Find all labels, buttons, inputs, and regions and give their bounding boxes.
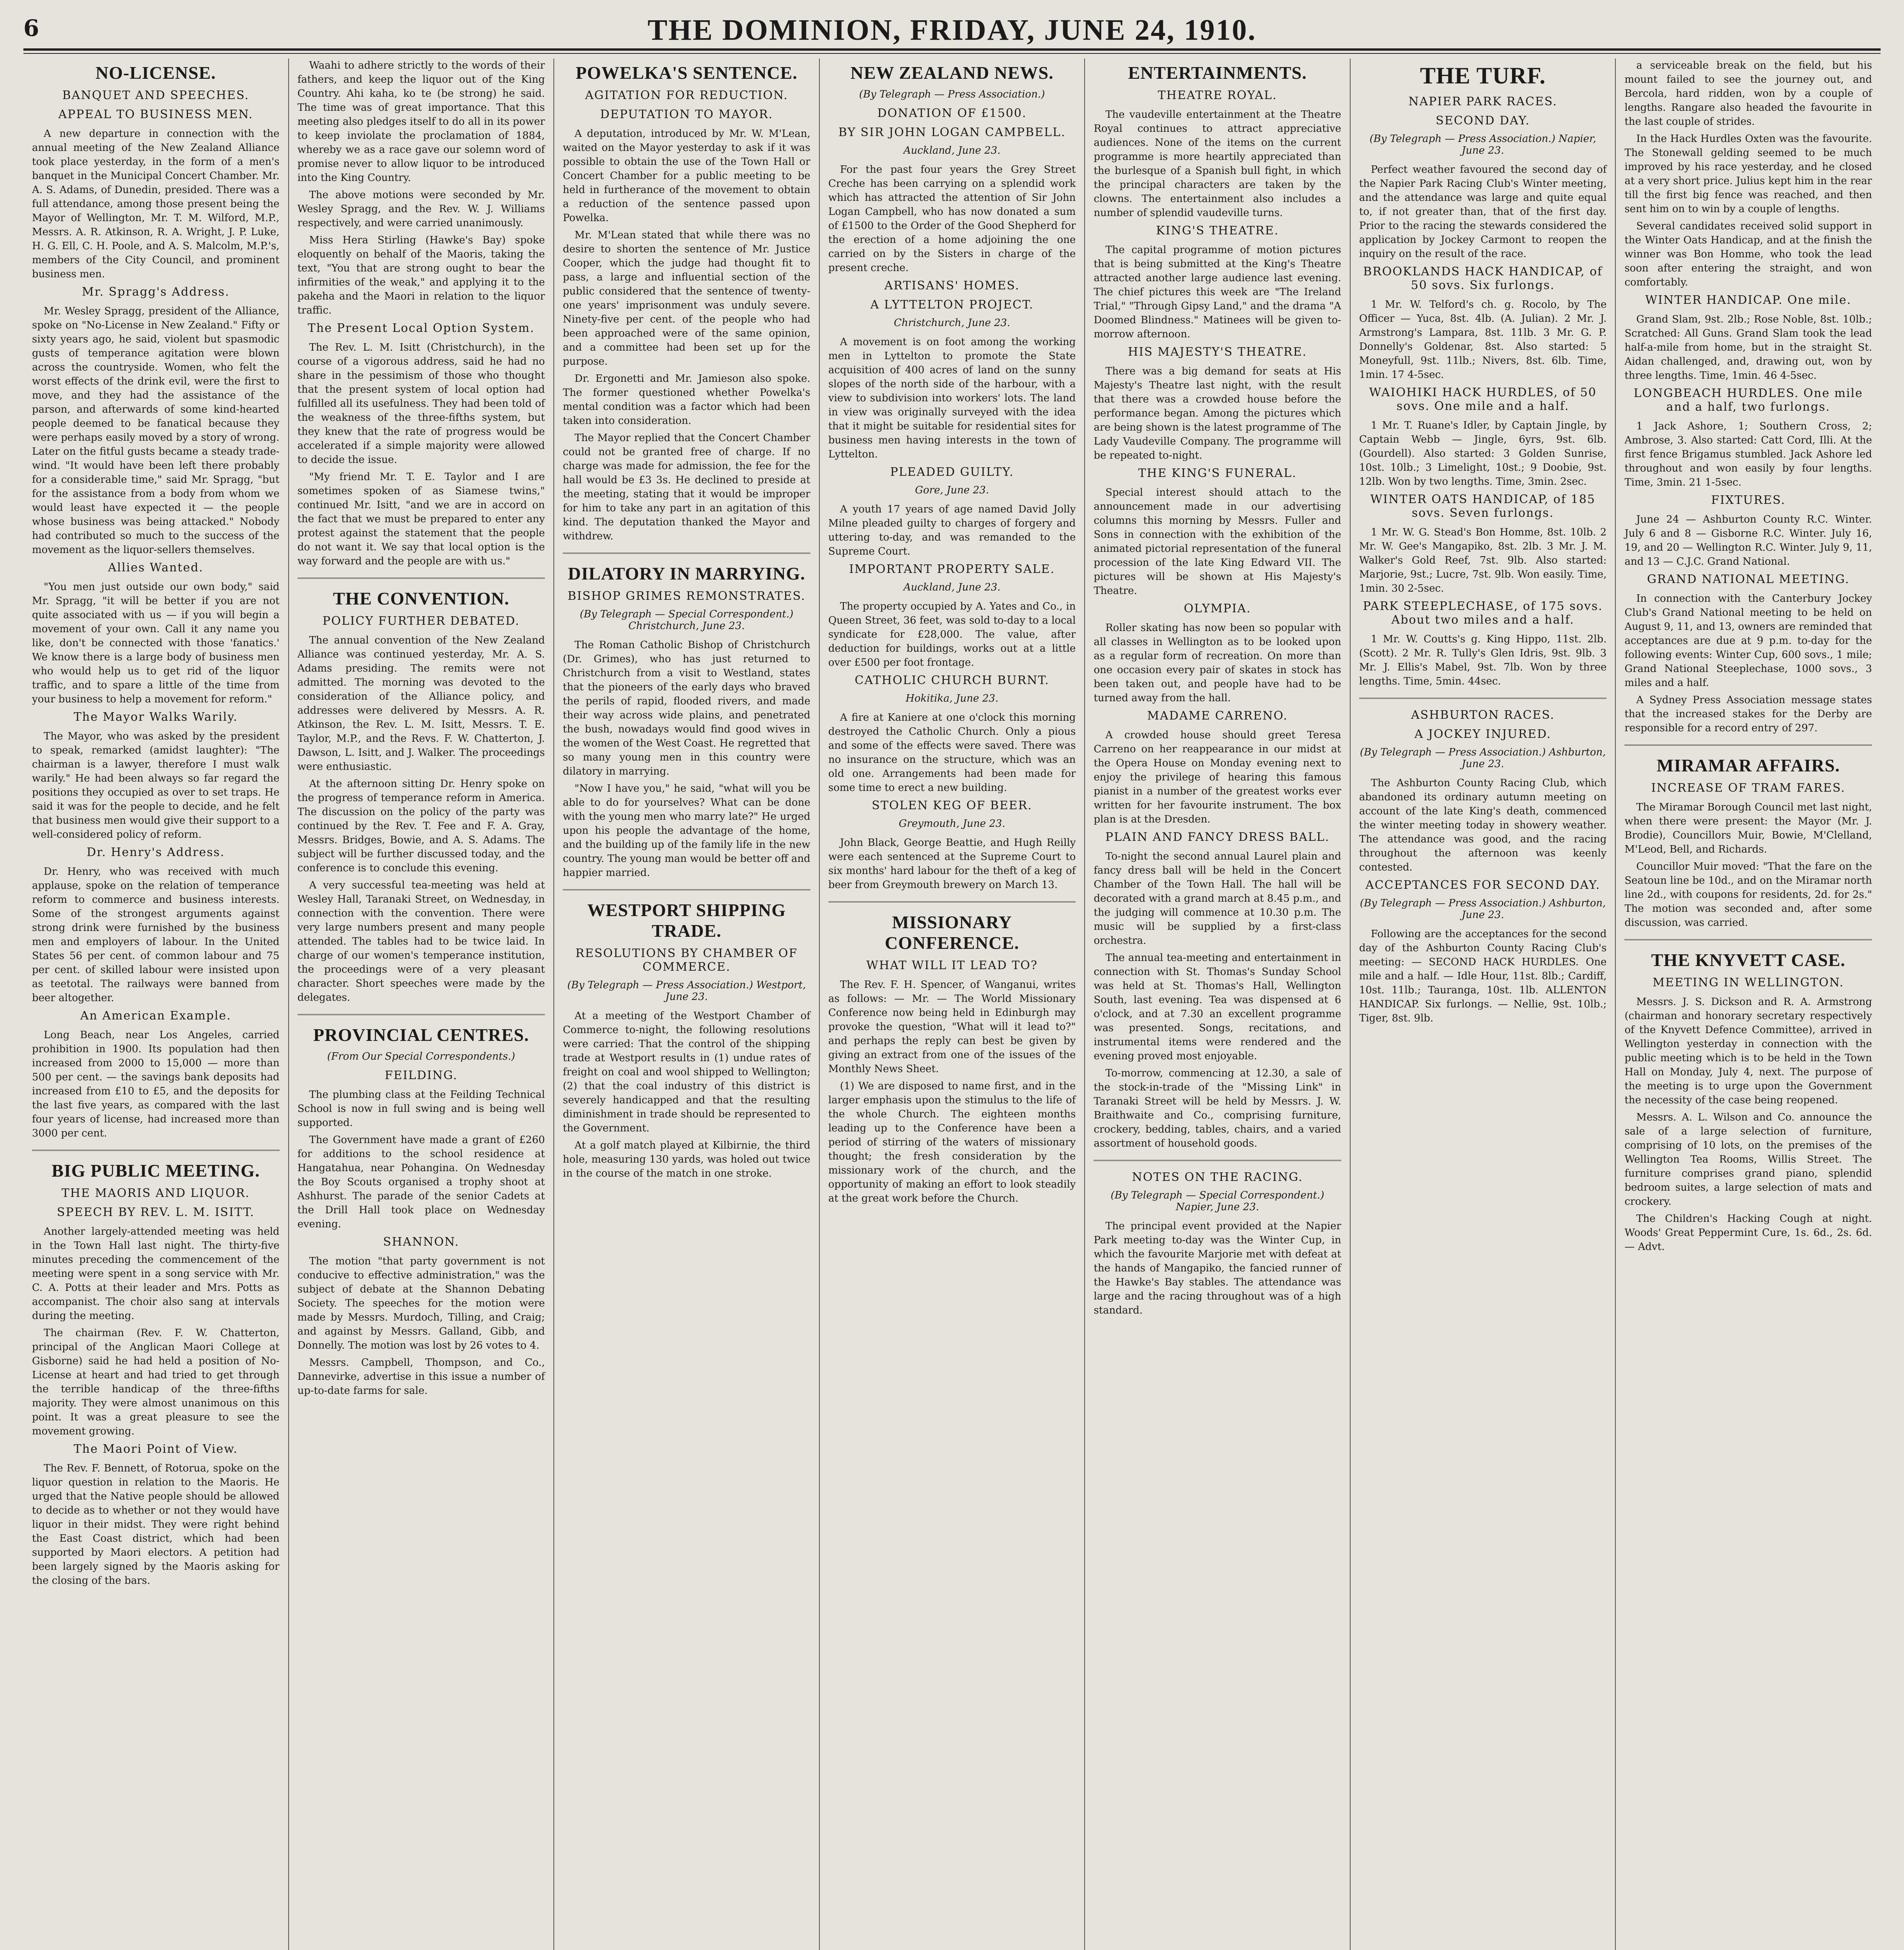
article-paragraph: The Children's Hacking Cough at night. Woods' Great Peppermint Cure, 1s. 6d., 2s. 6d. — Advt.: [1624, 1213, 1872, 1253]
article-dateline: (By Telegraph — Press Association.) Ashburton, June 23.: [1360, 746, 1606, 770]
article-paragraph: To-morrow, commencing at 12.30, a sale of the stock-in-trade of the "Missing Link" in Taranaki Street will be held by Messrs. J. W. Braithwaite and Co., comprising furniture, crockery, bedding, tables, chairs, and a varied assortment of household goods.: [1094, 1067, 1341, 1149]
article-subheading: Dr. Henry's Address.: [87, 846, 225, 859]
article-paragraph: Several candidates received solid support in the Winter Oats Handicap, and at the finish the winner was Bon Homme, who took the lead soon after entering the straight, and won comfortably.: [1624, 220, 1872, 288]
article-paragraph: Roller skating has now been so popular with all classes in Wellington as to be looked upon as a regular form of recreation. On more than one occasion every pair of skates in stock has been taken out, and people have had to be turned away from the hall.: [1094, 622, 1341, 704]
article-dateline: (By Telegraph — Special Correspondent.) Napier, June 23.: [1110, 1190, 1324, 1213]
article-subheading: Mr. Spragg's Address.: [82, 285, 230, 299]
article-subheading: THEATRE ROYAL.: [1158, 89, 1277, 102]
article-headline: NEW ZEALAND NEWS.: [850, 63, 1054, 83]
article-paragraph: June 24 — Ashburton County R.C. Winter. July 6 and 8 — Gisborne R.C. Winter. July 16, 19, and 20 — Wellington R.C. Winter. July 9, 11, and 13 — C.J.C. Grand National.: [1624, 514, 1872, 567]
article-paragraph: The Mayor, who was asked by the president to speak, remarked (amidst laughter): "The chairman is a lawyer, therefore I must walk warily." He had been always so far regard the positions they occupied as over to set traps. He said it was for the people to decide, and he felt that business men would give their support to a well-considered policy of reform.: [32, 730, 280, 840]
article-paragraph: The Rev. F. H. Spencer, of Wanganui, writes as follows: — Mr. — The World Missionary Conference now being held in Edinburgh may provoke the question, "What will it lead to?" and perhaps the reply can best be given by giving an extract from one of the issues of the Monthly News Sheet.: [828, 979, 1076, 1075]
column-5: [1084, 58, 1350, 1950]
article-subheading: A JOCKEY INJURED.: [1414, 727, 1551, 741]
article-paragraph: The Government have made a grant of £260 for additions to the school residence at Hangatahua, near Pohangina. On Wednesday the Boy Scouts organised a trophy shoot at Ashhurst. The parade of the senior Cadets at the Drill Hall took place on Wednesday evening.: [297, 1134, 545, 1230]
article-subheading: BY SIR JOHN LOGAN CAMPBELL.: [838, 126, 1066, 139]
article-paragraph: Long Beach, near Los Angeles, carried prohibition in 1900. Its population had then increased from 2000 to 15,000 — more than 500 per cent. — the savings bank deposits had increased from £10 to £5, and the deposits for the last five years, as compared with the last four years of license, had increased more than 3000 per cent.: [32, 1029, 280, 1139]
article-dateline: Greymouth, June 23.: [899, 818, 1005, 830]
section-divider: [32, 1150, 280, 1151]
article-dateline: Auckland, June 23.: [903, 581, 1001, 593]
article-paragraph: A fire at Kaniere at one o'clock this morning destroyed the Catholic Church. Only a pious and some of the effects were saved. There was no insurance on the structure, which was an old one. Arrangements had been made for some time to erect a new building.: [828, 712, 1076, 794]
article-paragraph: The Rev. L. M. Isitt (Christchurch), in the course of a vigorous address, said he had no share in the pessimism of those who thought that the present system of local option had fulfilled all its usefulness. They had been told of the weakness of the three-fifths system, but they knew that the rate of progress would be accelerated if a simple majority were allowed to decide the issue.: [297, 342, 545, 466]
article-paragraph: The property occupied by A. Yates and Co., in Queen Street, 36 feet, was sold to-day to a local syndicate for £28,000. The value, after deduction for buildings, works out at a little over £500 per foot frontage.: [828, 601, 1076, 668]
article-dateline: (By Telegraph — Press Association.) Ashburton, June 23.: [1360, 897, 1606, 921]
page-number: 6: [23, 15, 39, 41]
article-subheading: SECOND DAY.: [1436, 114, 1530, 128]
article-subheading: WINTER HANDICAP. One mile.: [1645, 293, 1852, 307]
article-subheading: BANQUET AND SPEECHES.: [62, 89, 249, 102]
article-paragraph: The annual tea-meeting and entertainment in connection with St. Thomas's Sunday School was held at St. Thomas's Hall, Wellington South, last evening. Tea was dispensed at 6 o'clock, and at 7.30 an excellent programme was presented. Songs, recitations, and instrumental items were rendered and the evening proved most enjoyable.: [1094, 952, 1341, 1062]
article-subheading: NOTES ON THE RACING.: [1132, 1170, 1303, 1184]
article-paragraph: Following are the acceptances for the second day of the Ashburton County Racing Club's meeting: — SECOND HACK HURDLES. One mile and a half. — Idle Hour, 11st. 8lb.; Cardiff, 10st. 11lb.; Tauranga, 10st. 1lb. ALLENTON HANDICAP. Six furlongs. — Nellie, 9st. 10lb.; Tiger, 8st. 9lb.: [1359, 928, 1607, 1024]
article-paragraph: The Rev. F. Bennett, of Rotorua, spoke on the liquor question in relation to the Maoris. He urged that the Native people should be allowed to decide as to whether or not they would have liquor in their midst. They were right behind the East Coast district, which had been supported by Maori electors. A petition had been largely signed by the Maoris asking for the closing of the bars.: [32, 1462, 280, 1587]
article-subheading: ASHBURTON RACES.: [1411, 708, 1555, 722]
column-4: [819, 58, 1085, 1950]
article-paragraph: For the past four years the Grey Street Creche has been carrying on a splendid work which has attracted the attention of Sir John Logan Campbell, who has now donated a sum of £1500 to the Order of the Good Shepherd for the erection of a home adjoining the one carried on by the Sisters in charge of the present creche.: [828, 164, 1076, 274]
article-paragraph: The motion "that party government is not conducive to effective administration," was the subject of debate at the Shannon Debating Society. The speeches for the motion were made by Messrs. Murdoch, Tilling, and Craig; and against by Messrs. Galland, Gibb, and Donnelly. The motion was lost by 26 votes to 4.: [297, 1255, 545, 1351]
article-headline: DILATORY IN MARRYING.: [568, 564, 805, 583]
article-paragraph: A youth 17 years of age named David Jolly Milne pleaded guilty to charges of forgery and uttering to-day, and was remanded to the Supreme Court.: [828, 503, 1076, 557]
masthead-rule: [23, 48, 1881, 51]
article-paragraph: The Miramar Borough Council met last night, when there were present: the Mayor (Mr. J. Brodie), Councillors Muir, Bowie, M'Clelland, M'Leod, Bell, and Richards.: [1624, 801, 1872, 855]
column-6: [1350, 58, 1615, 1950]
article-dateline: Gore, June 23.: [915, 484, 989, 496]
article-paragraph: Messrs. Campbell, Thompson, and Co., Dannevirke, advertise in this issue a number of up-to-date farms for sale.: [297, 1357, 545, 1397]
article-subheading: DEPUTATION TO MAYOR.: [600, 108, 773, 121]
article-paragraph: At a golf match played at Kilbirnie, the third hole, measuring 130 yards, was holed out twice in the course of the match in one stroke.: [563, 1140, 810, 1179]
section-divider: [298, 1014, 545, 1015]
column-2: [288, 58, 554, 1950]
article-subheading: An American Example.: [80, 1009, 231, 1023]
article-headline: WESTPORT SHIPPING TRADE.: [587, 900, 786, 941]
article-paragraph: A new departure in connection with the annual meeting of the New Zealand Alliance took place yesterday, in the form of a men's banquet in the Municipal Concert Chamber. Mr. A. S. Adams, of Dunedin, presided. There was a full attendance, among those present being the Mayor of Wellington, Mr. T. M. Wilford, M.P., Messrs. A. R. Atkinson, R. A. Wright, J. P. Luke, H. G. Ell, C. H. Poole, and A. S. Malcolm, M.P.'s, members of the City Council, and prominent business men.: [32, 128, 280, 280]
article-subheading: INCREASE OF TRAM FARES.: [1651, 781, 1845, 795]
article-dateline: (By Telegraph — Special Correspondent.) Christchurch, June 23.: [580, 608, 794, 632]
article-headline: THE KNYVETT CASE.: [1651, 950, 1845, 970]
article-subheading: MADAME CARRENO.: [1147, 709, 1288, 723]
article-paragraph: The plumbing class at the Feilding Technical School is now in full swing and is being well supported.: [297, 1089, 545, 1129]
article-paragraph: (1) We are disposed to name first, and in the larger emphasis upon the stimulus to the life of the whole Church. The eighteen months leading up to the Conference have been a period of stirring of the waters of missionary thought; the fresh consideration by the missionary work of the church, and the opportunity of making an effort to look steadily at the great work before the Church.: [828, 1080, 1076, 1204]
article-paragraph: A Sydney Press Association message states that the increased stakes for the Derby are responsible for a record entry of 297.: [1624, 694, 1872, 734]
column-3: [553, 58, 819, 1950]
section-divider: [563, 889, 810, 890]
article-headline: ENTERTAINMENTS.: [1128, 63, 1307, 83]
article-paragraph: Councillor Muir moved: "That the fare on the Seatoun line be 10d., and on the Miramar north line 2d., with coupons for residents, 2d. for 2s." The motion was seconded and, after some discussion, was carried.: [1624, 861, 1872, 929]
article-subheading: AGITATION FOR REDUCTION.: [585, 89, 788, 102]
article-paragraph: "My friend Mr. T. E. Taylor and I are sometimes spoken of as Siamese twins," continued Mr. Isitt, "and we are in accord on the fact that we must be prepared to enter any protest against the statement that the people do not want it. We say that local option is the way forward and the people are with us.": [297, 471, 545, 567]
article-paragraph: "You men just outside our own body," said Mr. Spragg, "it will be better if you are not quite associated with us — if you will begin a movement of your own. Call it any name you like, don't be connected with those 'fanatics.' We know there is a large body of business men who would help us to get rid of the liquor traffic, and to spare a little of the time from your business to help a movement for reform.": [32, 581, 280, 705]
article-subheading: The Present Local Option System.: [307, 321, 535, 335]
article-paragraph: There was a big demand for seats at His Majesty's Theatre last night, with the result that there was a crowded house before the performance began. Among the pictures which are being shown is the latest programme of The Lady Vaudeville Company. The programme will be repeated to-night.: [1094, 365, 1341, 461]
article-subheading: ACCEPTANCES FOR SECOND DAY.: [1365, 878, 1601, 892]
article-paragraph: 1 Jack Ashore, 1; Southern Cross, 2; Ambrose, 3. Also started: Catt Cord, Illi. At the first fence Brigamus stumbled. Jack Ashore led throughout and won easily by four lengths. Time, 3min. 21 1-5sec.: [1624, 420, 1872, 488]
article-paragraph: 1 Mr. T. Ruane's Idler, by Captain Jingle, by Captain Webb — Jingle, 6yrs, 9st. 6lb. (Gourdell). Also started: 3 Golden Sunrise, 10st. 10lb.; 3 Limelight, 10st.; 9 Doobie, 9st. 12lb. Won by two lengths. Time, 3min. 2sec.: [1359, 420, 1607, 488]
article-subheading: BROOKLANDS HACK HANDICAP, of 50 sovs. Six furlongs.: [1363, 265, 1603, 292]
article-subheading: GRAND NATIONAL MEETING.: [1647, 573, 1850, 586]
newspaper-title: THE DOMINION, FRIDAY, JUNE 24, 1910.: [647, 14, 1257, 46]
article-headline: MISSIONARY CONFERENCE.: [885, 912, 1019, 953]
article-paragraph: 1 Mr. W. Telford's ch. g. Rocolo, by The Officer — Yuca, 8st. 4lb. (A. Julian). 2 Mr. J. Armstrong's Lampara, 8st. 11lb. 3 Mr. G. P. Donnelly's Goldenar, 8st. Also started: 5 Moneyfull, 9st. 11lb.; Nivers, 8st. 6lb. Time, 1min. 17 4-5sec.: [1359, 299, 1607, 381]
article-subheading: A LYTTELTON PROJECT.: [870, 298, 1034, 312]
section-divider: [1624, 745, 1872, 746]
article-headline: THE CONVENTION.: [333, 589, 509, 608]
article-dateline: Auckland, June 23.: [903, 145, 1001, 156]
article-subheading: The Mayor Walks Warily.: [73, 710, 238, 724]
article-dateline: (By Telegraph — Press Association.): [859, 89, 1045, 100]
article-paragraph: In the Hack Hurdles Oxten was the favourite. The Stonewall gelding seemed to be much improved by his race yesterday, and he closed at a very short price. Julius kept him in the rear till the first big fence was reached, and then sent him on to win by a couple of lengths.: [1624, 133, 1872, 215]
article-paragraph: To-night the second annual Laurel plain and fancy dress ball will be held in the Concert Chamber of the Town Hall. The hall will be decorated with a grand march at 8.45 p.m., and the judging will commence at 10.30 p.m. The music will be supplied by a first-class orchestra.: [1094, 851, 1341, 947]
section-divider: [563, 553, 810, 554]
article-subheading: The Maori Point of View.: [73, 1442, 238, 1456]
article-subheading: WINTER OATS HANDICAP, of 185 sovs. Seven furlongs.: [1370, 493, 1596, 520]
section-divider: [1624, 939, 1872, 940]
article-paragraph: In connection with the Canterbury Jockey Club's Grand National meeting to be held on August 9, 11, and 13, owners are reminded that acceptances are due at 9 p.m. to-day for the following events: Winter Cup, 600 sovs., 1 mile; Grand National Steeplechase, 1000 sovs., 3 miles and a half.: [1624, 593, 1872, 689]
article-paragraph: Perfect weather favoured the second day of the Napier Park Racing Club's Winter meeting, and the attendance was large and quite equal to, if not greater than, that of the first day. Prior to the racing the stewards considered the application by Jockey Carmont to reopen the inquiry on the result of the race.: [1359, 164, 1607, 260]
article-subheading: THE KING'S FUNERAL.: [1138, 466, 1297, 480]
article-subheading: WHAT WILL IT LEAD TO?: [866, 959, 1038, 972]
article-paragraph: The principal event provided at the Napier Park meeting to-day was the Winter Cup, in which the favourite Marjorie met with defeat at the hands of Mangapiko, the fancied runner of the Hawke's Bay stables. The attendance was large and the racing throughout was of a high standard.: [1094, 1220, 1341, 1316]
article-paragraph: The Mayor replied that the Concert Chamber could not be granted free of charge. If no charge was made for admission, the fee for the hall would be £3 3s. He declined to preside at the meeting, stating that it would be improper for him to take any part in an agitation of this kind. The deputation thanked the Mayor and withdrew.: [563, 432, 810, 542]
article-subheading: MEETING IN WELLINGTON.: [1652, 976, 1844, 989]
article-subheading: Allies Wanted.: [108, 561, 204, 574]
article-paragraph: Miss Hera Stirling (Hawke's Bay) spoke eloquently on behalf of the Maoris, taking the text, "You that are strong ought to bear the infirmities of the weak," and applying it to the pakeha and the Maori in relation to the liquor traffic.: [297, 234, 545, 316]
article-paragraph: The above motions were seconded by Mr. Wesley Spragg, and the Rev. W. J. Williams respectively, and were carried unanimously.: [297, 189, 545, 229]
article-subheading: ARTISANS' HOMES.: [884, 279, 1020, 292]
article-paragraph: Mr. Wesley Spragg, president of the Alliance, spoke on "No-License in New Zealand." Fifty or sixty years ago, he said, violent but spasmodic gusts of temperance agitation were blown across the countryside. Women, who felt the worst effects of the drink evil, were the first to move, and they had the assistance of the parson, and afterwards of some kind-hearted people deemed to be fanatical because they were perhaps easily moved by a story of wrong. Later on the fitful gusts became a steady trade-wind. "It would have been left there probably for a considerable time," said Mr. Spragg, "but for the assistance from a body from whom we would least have expected it — the people whose business was being attacked." Nobody had contributed so much to the success of the movement as the liquor-sellers themselves.: [32, 305, 280, 556]
column-7: [1615, 58, 1881, 1950]
article-paragraph: A movement is on foot among the working men in Lyttelton to promote the State acquisition of 400 acres of land on the sunny slopes of the north side of the harbour, with a view to subdivision into workers' lots. The land in view was originally surveyed with the idea that it might be suitable for residential sites for business men having interests in the town of Lyttelton.: [828, 336, 1076, 460]
article-subheading: HIS MAJESTY'S THEATRE.: [1128, 345, 1307, 359]
section-divider: [1094, 1160, 1341, 1161]
article-headline: THE TURF.: [1420, 63, 1546, 89]
article-dateline: (By Telegraph — Press Association.) Napier, June 23.: [1369, 133, 1596, 156]
section-divider: [828, 901, 1076, 902]
article-dateline: (From Our Special Correspondents.): [327, 1051, 515, 1062]
article-subheading: IMPORTANT PROPERTY SALE.: [849, 562, 1055, 576]
article-paragraph: Messrs. A. L. Wilson and Co. announce the sale of a large selection of furniture, comprising of 10 lots, on the premises of the Wellington Tea Rooms, Willis Street. The furniture comprises grand piano, splendid bedroom suites, a large selection of mats and crockery.: [1624, 1112, 1872, 1207]
article-paragraph: Special interest should attach to the announcement made in our advertising columns this morning by Messrs. Fuller and Sons in connection with the exhibition of the animated pictorial representation of the funeral procession of the late King Edward VII. The pictures will be shown at His Majesty's Theatre.: [1094, 487, 1341, 597]
article-headline: NO-LICENSE.: [95, 63, 216, 83]
article-subheading: THE MAORIS AND LIQUOR.: [61, 1186, 250, 1200]
article-subheading: BISHOP GRIMES REMONSTRATES.: [567, 589, 806, 603]
article-subheading: KING'S THEATRE.: [1156, 224, 1279, 238]
article-dateline: Christchurch, June 23.: [893, 317, 1011, 329]
article-paragraph: At the afternoon sitting Dr. Henry spoke on the progress of temperance reform in America. The discussion on the policy of the party was continued by the Rev. T. Fee and F. A. Gray, Messrs. Bridges, Bowie, and A. S. Adams. The subject will be further discussed today, and the conference is to conclude this evening.: [297, 778, 545, 874]
article-paragraph: A crowded house should greet Teresa Carreno on her reappearance in our midst at the Opera House on Monday evening next to enjoy the privilege of hearing this famous pianist in a number of the greatest works ever written for her favourite instrument. The box plan is at the Dresden.: [1094, 729, 1341, 825]
article-subheading: PLAIN AND FANCY DRESS BALL.: [1105, 830, 1330, 844]
article-paragraph: The annual convention of the New Zealand Alliance was continued yesterday, Mr. A. S. Adams presiding. The remits were not admitted. The morning was devoted to the consideration of the Alliance policy, and addresses were delivered by Messrs. A. R. Atkinson, the Rev. L. M. Isitt, Messrs. T. E. Taylor, M.P., and the Revs. F. W. Chatterton, J. Dawson, L. Isitt, and J. Walker. The proceedings were enthusiastic.: [297, 635, 545, 773]
article-headline: MIRAMAR AFFAIRS.: [1656, 755, 1840, 775]
article-paragraph: The Roman Catholic Bishop of Christchurch (Dr. Grimes), who has just returned to Christchurch from a visit to Westland, states that the pioneers of the early days who braved the perils of rapid, flooded rivers, and made their way across wide plains, and penetrated the bush, nowadays would find good wives in the women of the West Coast. He regretted that so many young men in this country were dilatory in marrying.: [563, 639, 810, 777]
masthead-rule-thin: [23, 53, 1881, 54]
article-subheading: SHANNON.: [383, 1235, 459, 1249]
article-subheading: DONATION OF £1500.: [877, 106, 1027, 120]
columns-container: [23, 58, 1881, 1950]
article-paragraph: Mr. M'Lean stated that while there was no desire to shorten the sentence of Mr. Justice Cooper, which the judge had thought fit to pass, a large and influential section of the public considered that the sentence of twenty-one years' imprisonment was unduly severe. Ninety-five per cent. of the people who had been approached were of the same opinion, and a committee had been set up for the purpose.: [563, 229, 810, 367]
article-subheading: STOLEN KEG OF BEER.: [872, 799, 1032, 812]
article-paragraph: Dr. Henry, who was received with much applause, spoke on the relation of temperance reform to commerce and business interests. Some of the strongest arguments against strong drink were furnished by the business men and employers of labour. In the United States 56 per cent. of common labour and 75 per cent. of skilled labour were insisted upon as teetotal. The railways were banned from beer altogether.: [32, 866, 280, 1004]
article-paragraph: The chairman (Rev. F. W. Chatterton, principal of the Anglican Maori College at Gisborne) said he had held a position of No-License at heart and had tried to get through the terrible handicap of the three-fifths majority. They were almost unanimous on this point. It was a great pleasure to see the movement growing.: [32, 1327, 280, 1437]
article-subheading: POLICY FURTHER DEBATED.: [323, 614, 520, 628]
article-paragraph: a serviceable break on the field, but his mount failed to see the journey out, and Bercola, hard ridden, won by a couple of lengths. Rangare also headed the favourite in the last couple of strides.: [1624, 60, 1872, 128]
article-paragraph: John Black, George Beattie, and Hugh Reilly were each sentenced at the Supreme Court to six months' hard labour for the theft of a keg of beer from Greymouth brewery on March 13.: [828, 837, 1076, 891]
article-paragraph: A very successful tea-meeting was held at Wesley Hall, Taranaki Street, on Wednesday, in connection with the convention. There were very large numbers present and many people attended. The tables had to be twice laid. In charge of our women's temperance institution, the proceedings were of a very pleasant character. Short speeches were made by the delegates.: [297, 879, 545, 1003]
article-paragraph: Another largely-attended meeting was held in the Town Hall last night. The thirty-five minutes preceding the commencement of the meeting were spent in a song service with Mr. C. A. Potts at their leader and Mrs. Potts as accompanist. The choir also sang at intervals during the meeting.: [32, 1226, 280, 1322]
article-subheading: WAIOHIKI HACK HURDLES, of 50 sovs. One mile and a half.: [1369, 386, 1597, 413]
article-paragraph: At a meeting of the Westport Chamber of Commerce to-night, the following resolutions were carried: That the control of the shipping trade at Westport results in (1) undue rates of freight on coal and wool shipped to Wellington; (2) that the coal industry of this district is severely handicapped and that the resulting diminishment in trade should be represented to the Government.: [563, 1010, 810, 1134]
article-subheading: OLYMPIA.: [1184, 602, 1251, 615]
article-subheading: FIXTURES.: [1711, 493, 1786, 507]
article-headline: POWELKA'S SENTENCE.: [576, 63, 798, 83]
article-subheading: APPEAL TO BUSINESS MEN.: [58, 108, 254, 121]
article-subheading: NAPIER PARK RACES.: [1408, 95, 1558, 108]
article-headline: PROVINCIAL CENTRES.: [313, 1025, 529, 1045]
article-subheading: PARK STEEPLECHASE, of 175 sovs. About two miles and a half.: [1363, 599, 1603, 627]
article-paragraph: The vaudeville entertainment at the Theatre Royal continues to attract appreciative audiences. None of the items on the current programme is more heartily appreciated than the burlesque of a Spanish bull fight, in which the principal characters are taken by the clowns. The entertainment also includes a number of splendid vaudeville turns.: [1094, 109, 1341, 219]
article-paragraph: "Now I have you," he said, "what will you be able to do for yourselves? What can be done with the young men who marry late?" He urged upon his people the advantage of the home, and the building up of the family life in the new country. The young man would be better off and happier married.: [563, 783, 810, 879]
article-paragraph: The Ashburton County Racing Club, which abandoned its ordinary autumn meeting on account of the late King's death, commenced the winter meeting today in showery weather. The attendance was good, and the racing throughout the afternoon was keenly contested.: [1359, 777, 1607, 873]
article-paragraph: Grand Slam, 9st. 2lb.; Rose Noble, 8st. 10lb.; Scratched: All Guns. Grand Slam took the lead half-a-mile from home, but in the straight St. Aidan challenged, and, drawing out, won by three lengths. Time, 1min. 46 4-5sec.: [1624, 314, 1872, 381]
article-dateline: (By Telegraph — Press Association.) Westport, June 23.: [567, 979, 806, 1003]
section-divider: [1359, 698, 1607, 699]
article-subheading: LONGBEACH HURDLES. One mile and a half, two furlongs.: [1633, 386, 1863, 414]
article-paragraph: Dr. Ergonetti and Mr. Jamieson also spoke. The former questioned whether Powelka's mental condition was a factor which had been taken into consideration.: [563, 373, 810, 427]
article-paragraph: 1 Mr. W. Coutts's g. King Hippo, 11st. 2lb. (Scott). 2 Mr. R. Tully's Glen Idris, 9st. 9lb. 3 Mr. J. Ellis's Mabel, 9st. 7lb. Won by three lengths. Time, 5min. 44sec.: [1359, 633, 1607, 687]
article-subheading: CATHOLIC CHURCH BURNT.: [854, 674, 1050, 687]
masthead: [23, 11, 1881, 48]
article-subheading: SPEECH BY REV. L. M. ISITT.: [57, 1205, 255, 1219]
article-headline: BIG PUBLIC MEETING.: [51, 1161, 260, 1181]
section-divider: [298, 578, 545, 579]
column-1: [23, 58, 288, 1950]
article-subheading: FEILDING.: [385, 1069, 458, 1082]
article-paragraph: The capital programme of motion pictures that is being submitted at the King's Theatre attracted another large audience last evening. The chief pictures this week are "The Ireland Trial," "Through Gipsy Land," and the drama "A Doomed Blindness." Matinees will be given to-morrow afternoon.: [1094, 244, 1341, 340]
article-dateline: Hokitika, June 23.: [906, 693, 998, 704]
article-paragraph: A deputation, introduced by Mr. W. M'Lean, waited on the Mayor yesterday to ask if it was possible to obtain the use of the Town Hall or Concert Chamber for a public meeting to be held in furtherance of the movement to obtain a reduction of the sentence passed upon Powelka.: [563, 128, 810, 224]
article-subheading: PLEADED GUILTY.: [890, 465, 1014, 479]
article-paragraph: Messrs. J. S. Dickson and R. A. Armstrong (chairman and honorary secretary respectively of the Knyvett Defence Committee), arrived in Wellington yesterday in connection with the public meeting which is to be held in the Town Hall on Monday, July 4, next. The purpose of the meeting is to urge upon the Government the necessity of the case being reopened.: [1624, 996, 1872, 1106]
article-paragraph: 1 Mr. W. G. Stead's Bon Homme, 8st. 10lb. 2 Mr. W. Gee's Mangapiko, 8st. 2lb. 3 Mr. J. M. Walker's Gold Reef, 7st. 9lb. Also started: Marjorie, 9st.; Lucre, 7st. 9lb. Won easily. Time, 1min. 30 2-5sec.: [1359, 526, 1607, 594]
article-subheading: RESOLUTIONS BY CHAMBER OF COMMERCE.: [575, 947, 798, 974]
article-paragraph: Waahi to adhere strictly to the words of their fathers, and keep the liquor out of the King Country. Ahi kaha, ko te (be strong) he said. The time was of great importance. That this meeting also pledges itself to do all in its power to keep inviolate the proclamation of 1884, whereby we as a race gave our solemn word of promise never to allow liquor to be introduced into the King Country.: [297, 60, 545, 184]
